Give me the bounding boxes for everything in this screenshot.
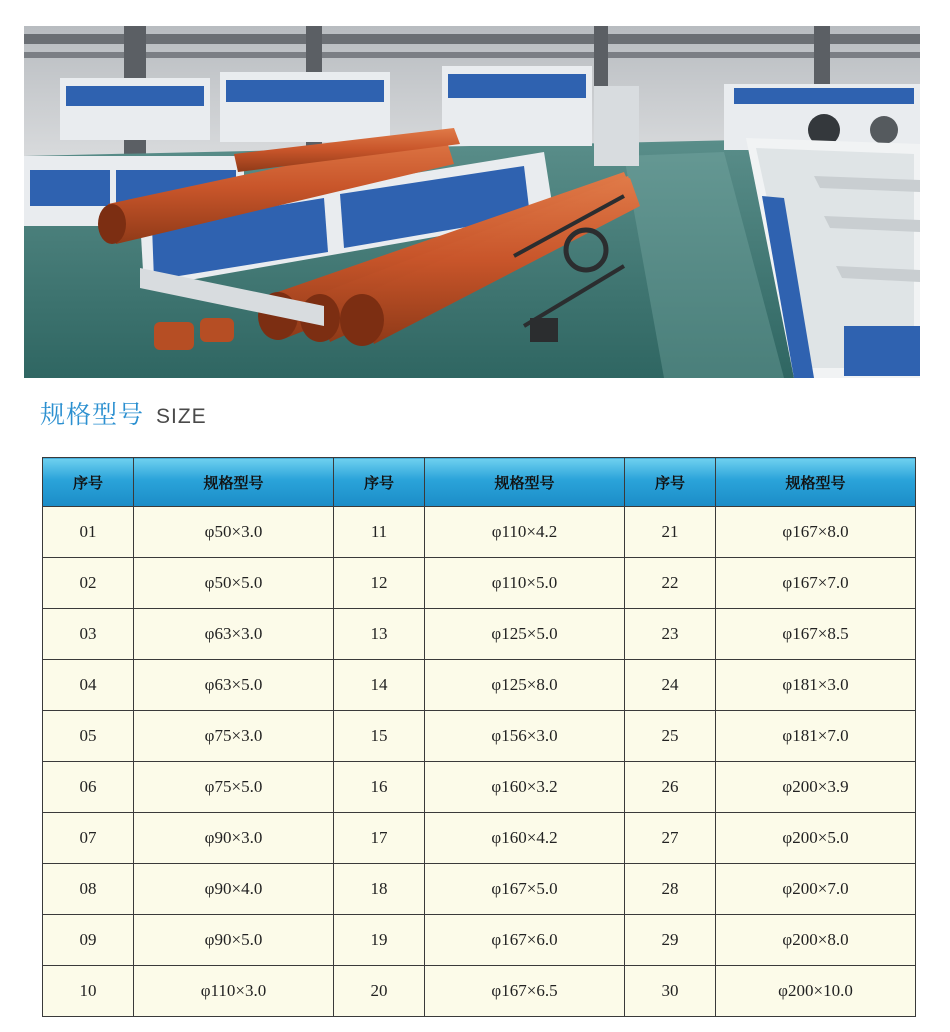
- serial-cell: 29: [625, 915, 716, 966]
- heading-title-en: SIZE: [156, 405, 207, 428]
- size-cell: φ50×5.0: [134, 558, 334, 609]
- serial-cell: 23: [625, 609, 716, 660]
- size-cell: φ200×5.0: [716, 813, 916, 864]
- serial-cell: 24: [625, 660, 716, 711]
- serial-cell: 01: [43, 507, 134, 558]
- serial-cell: 26: [625, 762, 716, 813]
- table-row: [43, 864, 916, 915]
- size-cell: φ110×3.0: [134, 966, 334, 1017]
- serial-cell: 08: [43, 864, 134, 915]
- serial-cell: 19: [334, 915, 425, 966]
- size-cell: φ200×10.0: [716, 966, 916, 1017]
- serial-cell: 13: [334, 609, 425, 660]
- size-cell: φ75×3.0: [134, 711, 334, 762]
- serial-cell: 20: [334, 966, 425, 1017]
- table-row: [43, 558, 916, 609]
- table-row: [43, 813, 916, 864]
- serial-cell: 27: [625, 813, 716, 864]
- serial-cell: 03: [43, 609, 134, 660]
- size-cell: φ110×5.0: [425, 558, 625, 609]
- size-cell: φ90×5.0: [134, 915, 334, 966]
- size-cell: φ200×3.9: [716, 762, 916, 813]
- header-size-1: 规格型号: [134, 458, 334, 507]
- size-cell: φ160×3.2: [425, 762, 625, 813]
- serial-cell: 12: [334, 558, 425, 609]
- size-cell: φ156×3.0: [425, 711, 625, 762]
- serial-cell: 22: [625, 558, 716, 609]
- size-cell: φ125×8.0: [425, 660, 625, 711]
- factory-photo: [24, 26, 920, 378]
- size-spec-table: [42, 457, 916, 1017]
- size-cell: φ181×3.0: [716, 660, 916, 711]
- serial-cell: 16: [334, 762, 425, 813]
- serial-cell: 25: [625, 711, 716, 762]
- size-cell: φ167×5.0: [425, 864, 625, 915]
- pipe-fitting: [154, 322, 194, 350]
- factory-illustration: [24, 26, 920, 378]
- size-cell: φ200×8.0: [716, 915, 916, 966]
- size-cell: φ167×7.0: [716, 558, 916, 609]
- serial-cell: 30: [625, 966, 716, 1017]
- size-cell: φ63×3.0: [134, 609, 334, 660]
- header-serial-3: 序号: [625, 458, 716, 507]
- size-cell: φ167×6.0: [425, 915, 625, 966]
- serial-cell: 05: [43, 711, 134, 762]
- size-cell: φ125×5.0: [425, 609, 625, 660]
- table-row: [43, 915, 916, 966]
- size-cell: φ167×8.5: [716, 609, 916, 660]
- table-row: [43, 507, 916, 558]
- heading-title-cn: 规格型号: [40, 400, 145, 429]
- size-cell: φ160×4.2: [425, 813, 625, 864]
- size-cell: φ167×6.5: [425, 966, 625, 1017]
- table-row: [43, 660, 916, 711]
- size-cell: φ110×4.2: [425, 507, 625, 558]
- size-cell: φ90×4.0: [134, 864, 334, 915]
- serial-cell: 04: [43, 660, 134, 711]
- header-size-3: 规格型号: [716, 458, 916, 507]
- serial-cell: 02: [43, 558, 134, 609]
- serial-cell: 15: [334, 711, 425, 762]
- size-cell: φ63×5.0: [134, 660, 334, 711]
- serial-cell: 06: [43, 762, 134, 813]
- size-cell: φ167×8.0: [716, 507, 916, 558]
- size-cell: φ90×3.0: [134, 813, 334, 864]
- header-serial-2: 序号: [334, 458, 425, 507]
- serial-cell: 07: [43, 813, 134, 864]
- serial-cell: 17: [334, 813, 425, 864]
- size-cell: φ75×5.0: [134, 762, 334, 813]
- table-row: [43, 609, 916, 660]
- ceiling-beam: [24, 34, 920, 44]
- serial-cell: 10: [43, 966, 134, 1017]
- serial-cell: 11: [334, 507, 425, 558]
- serial-cell: 14: [334, 660, 425, 711]
- serial-cell: 28: [625, 864, 716, 915]
- table-row: [43, 966, 916, 1017]
- table-row: [43, 711, 916, 762]
- serial-cell: 09: [43, 915, 134, 966]
- serial-cell: 21: [625, 507, 716, 558]
- table-row: [43, 762, 916, 813]
- serial-cell: 18: [334, 864, 425, 915]
- size-cell: φ181×7.0: [716, 711, 916, 762]
- size-cell: φ50×3.0: [134, 507, 334, 558]
- size-cell: φ200×7.0: [716, 864, 916, 915]
- table-header-row: [43, 458, 916, 507]
- section-heading: [40, 395, 207, 431]
- header-size-2: 规格型号: [425, 458, 625, 507]
- header-serial-1: 序号: [43, 458, 134, 507]
